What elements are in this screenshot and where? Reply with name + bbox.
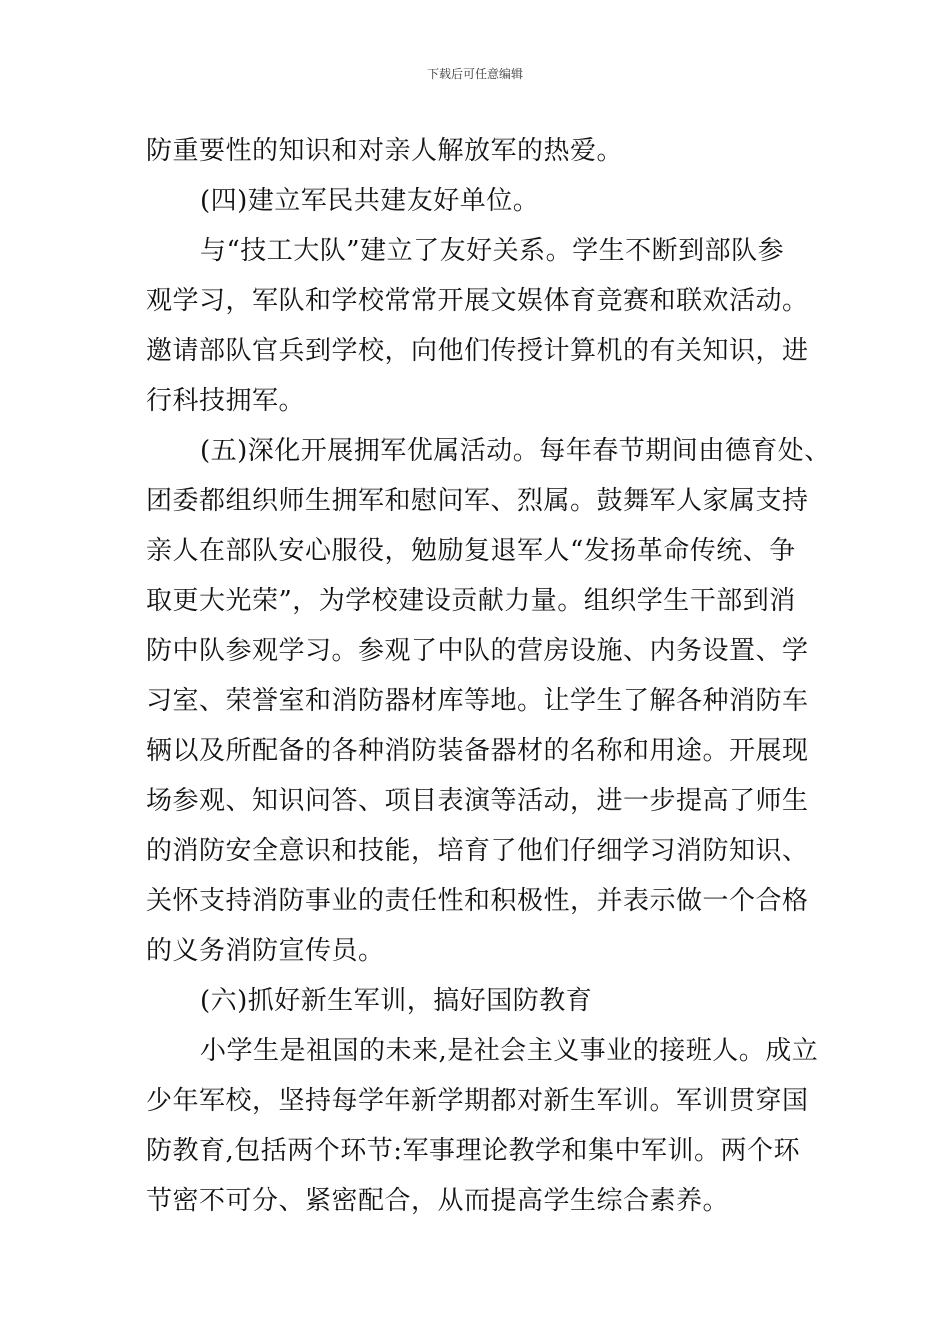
text-line: 取更大光荣”，为学校建设贡献力量。组织学生干部到消 [146, 586, 796, 616]
text-line: 防中队参观学习。参观了中队的营房设施、内务设置、学 [146, 636, 809, 666]
text-line: 关怀支持消防事业的责任性和积极性，并表示做一个合格 [146, 886, 809, 916]
text-line: 防教育,包括两个环节:军事理论教学和集中军训。两个环 [146, 1136, 801, 1166]
text-line: 亲人在部队安心服役，勉励复退军人“发扬革命传统、争 [146, 536, 796, 566]
text-line: 辆以及所配备的各种消防装备器材的名称和用途。开展现 [146, 736, 809, 766]
section-heading-6: (六)抓好新生军训，搞好国防教育 [200, 986, 593, 1016]
text-line: 场参观、知识问答、项目表演等活动，进一步提高了师生 [146, 786, 809, 816]
text-line: 防重要性的知识和对亲人解放军的热爱。 [146, 136, 624, 166]
text-line: 邀请部队官兵到学校，向他们传授计算机的有关知识，进 [146, 336, 809, 366]
document-body [146, 126, 831, 1226]
text-line: 小学生是祖国的未来,是社会主义事业的接班人。成立 [200, 1036, 819, 1066]
text-line: 的消防安全意识和技能，培育了他们仔细学习消防知识、 [146, 836, 809, 866]
text-line: 行科技拥军。 [146, 386, 306, 416]
section-heading-4: (四)建立军民共建友好单位。 [200, 186, 540, 216]
text-line: 少年军校，坚持每学年新学期都对新生军训。军训贯穿国 [146, 1086, 809, 1116]
text-line: 的义务消防宣传员。 [146, 936, 385, 966]
text-line: 与“技工大队”建立了友好关系。学生不断到部队参 [200, 236, 785, 266]
page-header-note: 下载后可任意编辑 [426, 67, 523, 81]
text-line: 节密不可分、紧密配合，从而提高学生综合素养。 [146, 1186, 730, 1216]
text-line: 团委都组织师生拥军和慰问军、烈属。鼓舞军人家属支持 [146, 486, 809, 516]
section-heading-5: (五)深化开展拥军优属活动。每年春节期间由德育处、 [200, 436, 831, 466]
text-line: 习室、荣誉室和消防器材库等地。让学生了解各种消防车 [146, 686, 809, 716]
text-line: 观学习，军队和学校常常开展文娱体育竞赛和联欢活动。 [146, 286, 809, 316]
